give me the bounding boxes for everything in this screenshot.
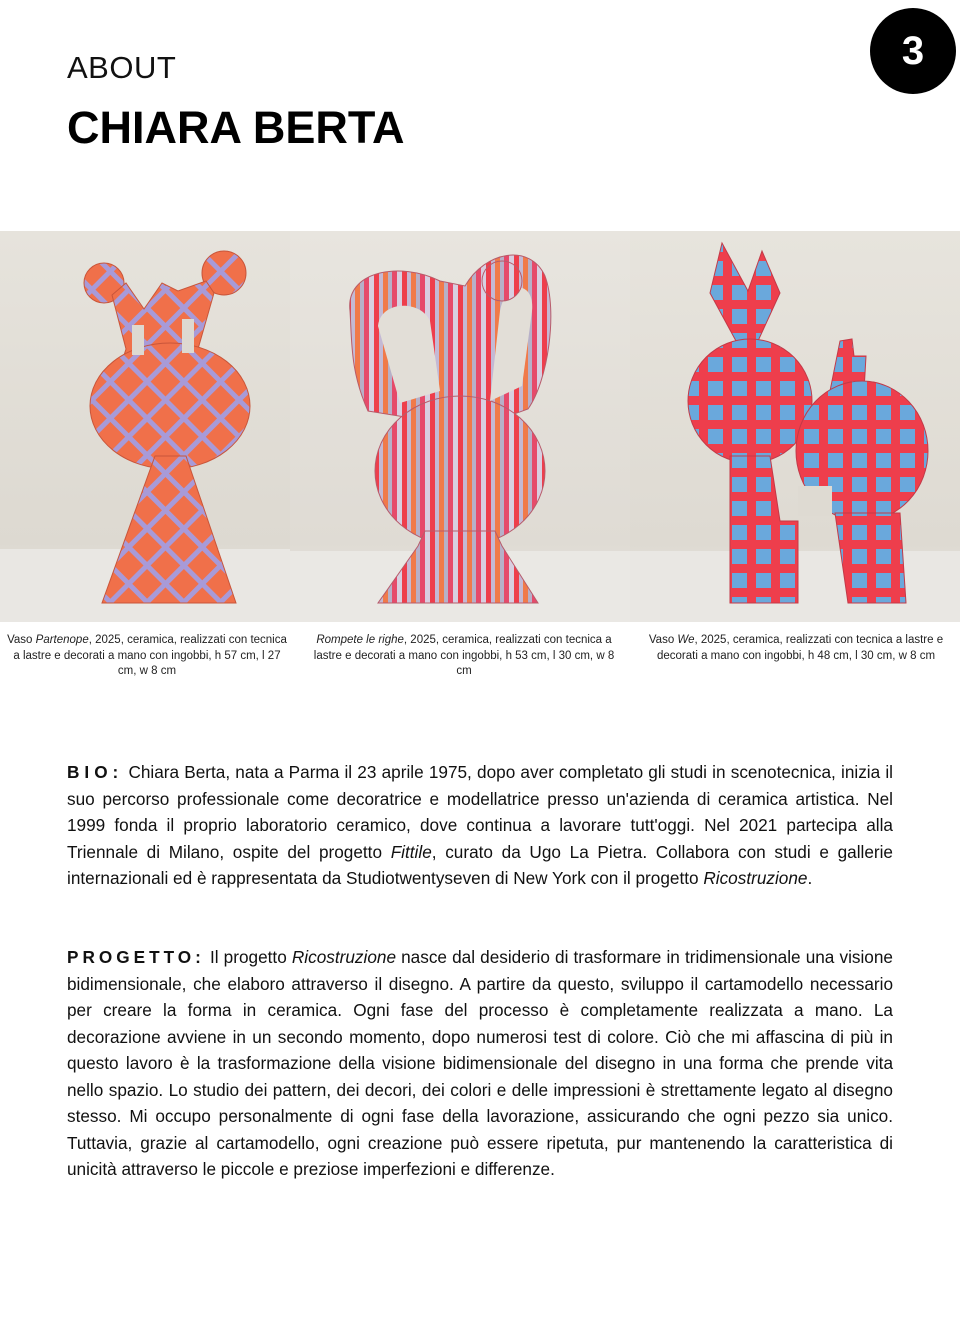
about-heading: ABOUT bbox=[67, 50, 177, 85]
photo-partenope bbox=[0, 231, 290, 622]
progetto-label: PROGETTO: bbox=[67, 947, 205, 967]
photo-we bbox=[630, 231, 960, 622]
photo-rompete-le-righe bbox=[290, 231, 630, 622]
caption-partenope: Vaso Partenope, 2025, ceramica, realizzati con tecnica a lastre e decorati a mano con ingobbi, h 57 cm, l 27 cm, w 8 cm bbox=[7, 634, 287, 677]
bio-label: BIO: bbox=[67, 762, 124, 782]
bio-paragraph: BIO: Chiara Berta, nata a Parma il 23 aprile 1975, dopo aver completato gli studi in scenotecnica, inizia il suo percorso professionale come decoratrice e modellatrice presso un'azienda di ceramica artistica. Nel 1999 fonda il proprio laboratorio ceramico, dove continua a lavorare tutt'oggi. Nel 2021 partecipa alla Triennale di Milano, ospite del progetto Fittile, curato da Ugo La Pietra. Collabora con studi e gallerie internazionali ed è rappresentata da Studiotwentyseven di New York con il progetto Ricostruzione. bbox=[67, 762, 893, 888]
progetto-paragraph: PROGETTO: Il progetto Ricostruzione nasce dal desiderio di trasformare in tridimensionale una visione bidimensionale, che elaboro attraverso il disegno. A partire da questo, sviluppo il cartamodello necessario per creare la forma in ceramica. Ogni fase del processo è completamente realizzata a mano. La decorazione avviene in un secondo momento, dopo numerosi test di colore. Ciò che mi affascina di più in questo lavoro è la trasformazione della visione bidimensionale del disegno in una forma che prende vita nello spazio. Lo studio dei pattern, dei decori, dei colori e delle impressioni è strettamente legato al disegno stesso. Mi occupo personalmente di ogni fase della lavorazione, assicurando che ogni pezzo sia unico. Tuttavia, grazie al cartamodello, ogni creazione può essere ripetuta, pur mantenendo la caratteristica di unicità attraverso le piccole e preziose imperfezioni e differenze. bbox=[67, 947, 893, 1179]
caption-rompete-le-righe: Rompete le righe, 2025, ceramica, realizzati con tecnica a lastre e decorati a mano con ingobbi, h 53 cm, l 30 cm, w 8 cm bbox=[313, 634, 615, 677]
caption-we: Vaso We, 2025, ceramica, realizzati con tecnica a lastre e decorati a mano con ingobbi, h 48 cm, l 30 cm, w 8 cm bbox=[648, 634, 944, 662]
page-number-badge: 3 bbox=[870, 8, 956, 94]
artist-name: CHIARA BERTA bbox=[67, 102, 405, 153]
